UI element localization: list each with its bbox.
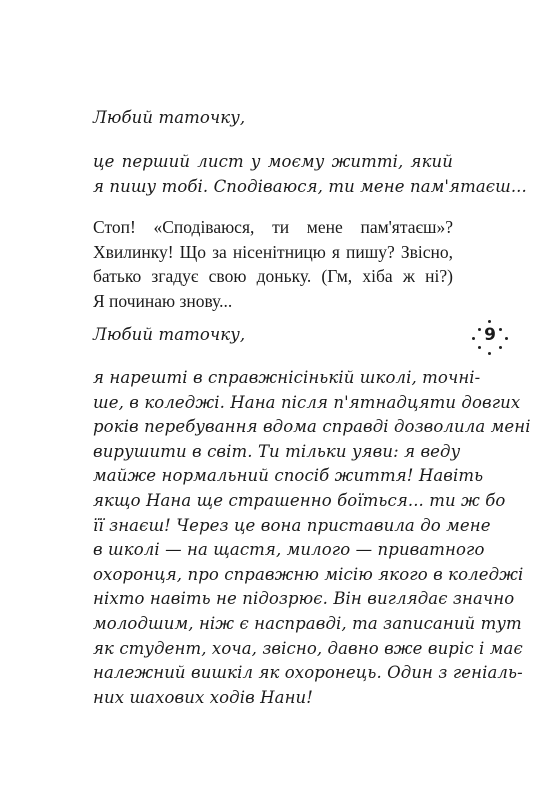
text-line: я нарешті в справжнісінькій школі, точні- bbox=[93, 368, 481, 387]
text-line: якщо Нана ще страшенно боїться... ти ж бо bbox=[93, 490, 506, 510]
text-line: охоронця, про справжню місію якого в коледжі bbox=[93, 564, 524, 584]
text-line: батько згадує свою доньку. (Гм, хіба ж ні?) bbox=[93, 266, 453, 287]
text-line: майже нормальний спосіб життя! Навіть bbox=[93, 466, 484, 486]
text-line: молодшим, ніж є насправді, та записаний тут bbox=[93, 613, 522, 633]
text-line: її знаєш! Через це вона приставила до мене bbox=[93, 515, 491, 535]
text-line: вирушити в світ. Ти тільки уяви: я веду bbox=[93, 441, 461, 461]
letter-paragraph-first bbox=[93, 150, 527, 199]
text-line: я пишу тобі. Сподіваюся, ти мене пам'ятаєш... bbox=[93, 176, 527, 196]
text-line: ше, в коледжі. Нана після п'ятнадцяти довгих bbox=[93, 392, 521, 412]
text-line: Стоп! «Сподіваюся, ти мене пам'ятаєш»? bbox=[93, 217, 453, 237]
ornament-dot bbox=[478, 346, 481, 349]
text-line: років перебування вдома справді дозволила мені bbox=[93, 417, 531, 437]
text-line: як студент, хоча, звісно, давно вже виріс і має bbox=[93, 638, 523, 658]
ornament-dot bbox=[488, 352, 491, 355]
text-line: них шахових ходів Нани! bbox=[93, 687, 314, 707]
text-line: Я починаю знову... bbox=[93, 290, 233, 311]
narration-paragraph bbox=[93, 215, 453, 313]
text-line: Хвилинку! Що за нісенітницю я пишу? Звісно, bbox=[93, 241, 453, 262]
text-line: в школі — на щастя, милого — приватного bbox=[93, 540, 485, 560]
text-line: ніхто навіть не підозрює. Він виглядає значно bbox=[93, 589, 515, 609]
page-number-marker bbox=[466, 322, 514, 354]
text-line: належний вишкіл як охоронець. Один з геніаль- bbox=[93, 663, 523, 683]
letter-paragraph-second bbox=[93, 366, 531, 710]
page-number: 9 bbox=[484, 325, 496, 345]
ornament-dot bbox=[488, 320, 491, 323]
letter-greeting-second bbox=[93, 323, 453, 348]
text-line: це перший лист у моєму житті, який bbox=[93, 152, 453, 171]
greeting-line: Любий таточку, bbox=[93, 325, 246, 344]
ornament-dot bbox=[499, 346, 502, 349]
greeting-line: Любий таточку, bbox=[93, 108, 246, 127]
letter-greeting-first bbox=[93, 106, 453, 131]
